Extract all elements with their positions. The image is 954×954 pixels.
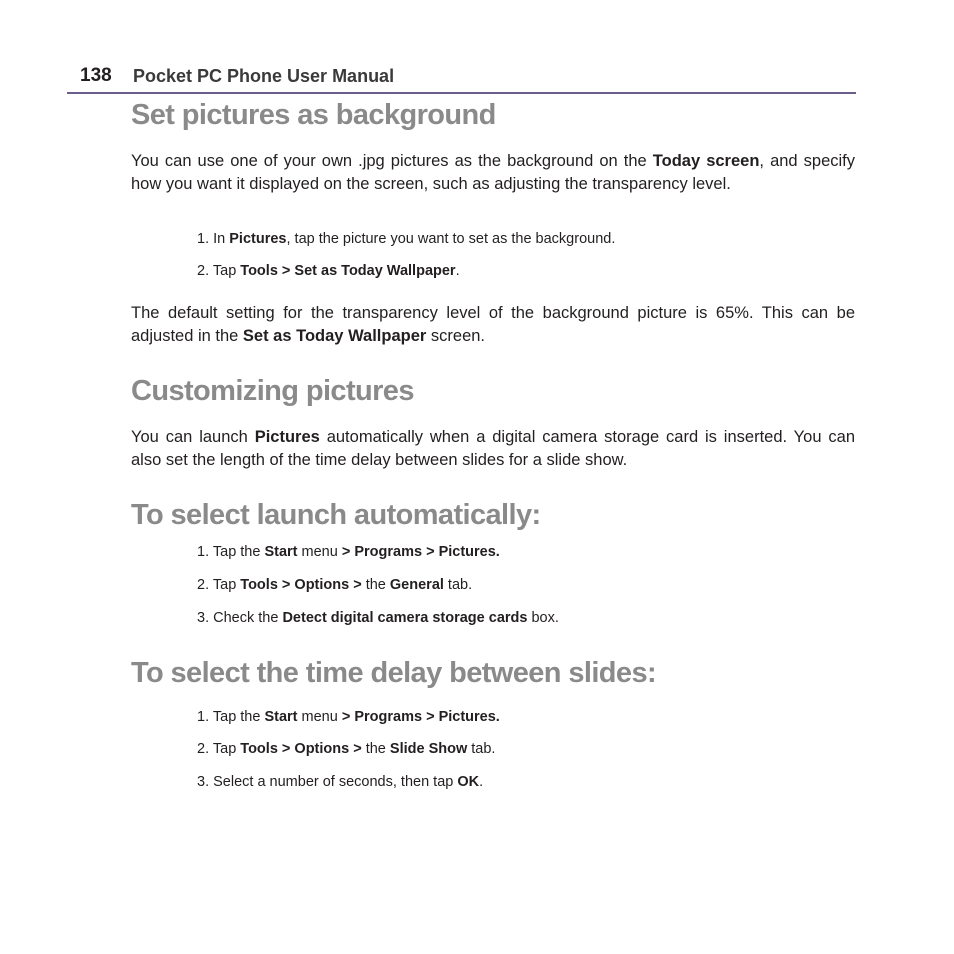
bold-text: Set as Today Wallpaper xyxy=(242,326,427,345)
page-number: 138 xyxy=(80,65,112,86)
text: . xyxy=(455,263,460,279)
bold-text: Slide Show xyxy=(389,741,468,757)
step-3-detect-cards xyxy=(197,610,559,626)
text: . xyxy=(479,774,484,790)
step-2-slide-show-tab xyxy=(197,741,495,757)
step-number: 3. xyxy=(197,610,210,626)
bold-text: Today screen xyxy=(652,152,760,170)
step-1-start-menu xyxy=(197,544,500,560)
heading-customizing-pictures: Customizing pictures xyxy=(131,375,414,407)
manual-title: Pocket PC Phone User Manual xyxy=(133,66,395,86)
text: Select a number of seconds, then tap xyxy=(213,774,458,790)
bold-text: Tools > Set as Today Wallpaper xyxy=(240,263,456,279)
step-number: 2. xyxy=(197,263,210,279)
text: Check the xyxy=(213,610,283,626)
text: , tap the picture you want to set as the background. xyxy=(286,231,616,247)
bold-text: Pictures xyxy=(229,231,287,247)
heading-select-time-delay: To select the time delay between slides: xyxy=(131,657,657,689)
text: tab. xyxy=(467,741,496,757)
bold-text: General xyxy=(389,577,444,593)
text: You can launch xyxy=(131,428,255,446)
heading-set-pictures-background: Set pictures as background xyxy=(131,99,496,131)
bold-text: Detect digital camera storage cards xyxy=(282,610,528,626)
paragraph-background-intro xyxy=(131,150,855,195)
bold-text: > Programs > Pictures. xyxy=(341,709,500,725)
text: You can use one of your own .jpg pictures as the background on the xyxy=(131,152,653,170)
bold-text: Tools > Options > xyxy=(240,741,362,757)
text: Tap xyxy=(212,577,241,593)
text: Tap the xyxy=(212,544,265,560)
step-number: 1. xyxy=(197,231,210,247)
text: Tap xyxy=(212,263,241,279)
text: the xyxy=(361,577,390,593)
text: Tap xyxy=(212,741,241,757)
step-3-select-seconds xyxy=(197,774,483,790)
step-number: 2. xyxy=(197,741,210,757)
text: screen. xyxy=(426,326,486,345)
text: menu xyxy=(297,709,342,725)
step-number: 1. xyxy=(197,544,210,560)
bold-text: OK xyxy=(457,774,480,790)
step-number: 1. xyxy=(197,709,210,725)
text: , and specify how you want it displayed on the screen, such as adjusting the transparency level. xyxy=(131,152,856,193)
step-number: 2. xyxy=(197,577,210,593)
text: the xyxy=(361,741,390,757)
text: In xyxy=(213,231,230,247)
step-1-start-menu xyxy=(197,709,500,725)
paragraph-customizing-intro xyxy=(131,426,855,471)
bold-text: > Programs > Pictures. xyxy=(341,544,500,560)
bold-text: Start xyxy=(264,544,298,560)
text: box. xyxy=(527,610,559,626)
text: automatically when a digital camera storage card is inserted. You can also set the length of the time delay between slides for a slide show. xyxy=(131,428,855,469)
text: The default setting for the transparency level of the background picture is 65%. This can be adjusted in the xyxy=(131,304,855,345)
step-number: 3. xyxy=(197,774,210,790)
step-2-wallpaper xyxy=(197,263,460,279)
bold-text: Tools > Options > xyxy=(240,577,362,593)
bold-text: Pictures xyxy=(254,428,320,446)
page-header xyxy=(67,65,856,94)
heading-select-launch: To select launch automatically: xyxy=(131,499,541,531)
paragraph-transparency xyxy=(131,302,855,347)
text: tab. xyxy=(443,577,473,593)
step-1-pictures xyxy=(197,231,615,247)
text: menu xyxy=(297,544,342,560)
bold-text: Start xyxy=(264,709,298,725)
step-2-general-tab xyxy=(197,577,472,593)
text: Tap the xyxy=(212,709,265,725)
